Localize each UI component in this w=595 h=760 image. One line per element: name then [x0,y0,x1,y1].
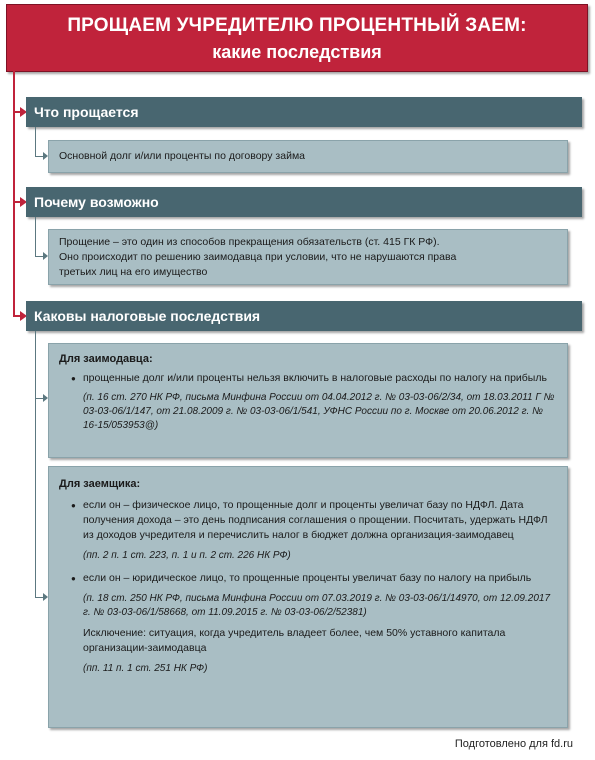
sub-connector-2h [35,256,43,257]
sub-connector-1h [35,156,43,157]
content-line: Прощение – это один из способов прекращения обязательств (ст. 415 ГК РФ). [59,236,440,248]
borrower-reference-2: (п. 18 ст. 250 НК РФ, письма Минфина России от 07.03.2019 г. № 03-03-06/1/14970, от 12.09.2017 г. № 03-03-06/1/58668, от 11.09.2015 г. № 03-03-06/2/52381) [83,593,551,618]
lender-bullet: ● прощенные долг и/или проценты нельзя включить в налоговые расходы по налогу на прибыль [59,371,557,386]
content-box-lender [48,343,568,458]
content-line: третьих лиц на его имущество [59,266,208,278]
content-line: Оно происходит по решению заимодавца при условии, что не нарушаются права [59,251,457,263]
content-text: Основной долг и/или проценты по договору займа [59,150,306,162]
borrower-bullet-individual: ● если он – физическое лицо, то прощенные долг и проценты увеличат базу по НДФЛ. Дата получения дохода – это день подписания соглашения о прощении. Посчитать, удержать НДФЛ из доходов учредителя и перечислить налог в бюджет должна организация-заимодавец [59,498,557,543]
content-box-what [48,140,568,173]
lender-reference: (п. 16 ст. 270 НК РФ, письма Минфина России от 04.04.2012 г. № 03-03-06/2/34, от 18.03.2011 Г № 03-03-06/1/147, от 21.08.2009 г. № 03-03-06/1/541, УФНС России по г. Москве от 20.06.2012 г. № 16-15/053953@) [83,392,555,431]
borrower-title: Для заемщика: [59,478,141,490]
footer-credit: Подготовлено для fd.ru [454,738,573,750]
content-box-borrower [48,466,568,728]
section-header-label: Почему возможно [34,194,159,210]
section-header-label: Каковы налоговые последствия [34,308,261,324]
section-header-tax [26,301,582,331]
borrower-bullet-legal: ● если он – юридическое лицо, то прощенные проценты увеличат базу по налогу на прибыль [59,571,557,586]
main-connector [13,70,15,317]
sub-connector-3a [35,398,43,399]
content-box-why [48,229,568,285]
section-header-why [26,187,582,217]
borrower-reference-3: (пп. 11 п. 1 ст. 251 НК РФ) [83,663,208,674]
sub-connector-1 [35,127,36,157]
borrower-reference-1: (пп. 2 п. 1 ст. 223, п. 1 и п. 2 ст. 226 НК РФ) [83,550,291,561]
borrower-exception: Исключение: ситуация, когда учредитель владеет более, чем 50% уставного капитала организации-заимодавца [83,627,506,654]
sub-connector-2 [35,217,36,257]
section-header-label: Что прощается [34,104,139,120]
section-header-what [26,97,582,127]
lender-title: Для заимодавца: [59,353,153,365]
title-banner [6,4,588,72]
title-line2: какие последствия [212,42,382,62]
title-line1: ПРОЩАЕМ УЧРЕДИТЕЛЮ ПРОЦЕНТНЫЙ ЗАЕМ: [67,15,527,36]
sub-connector-3 [35,331,36,598]
sub-connector-3b [35,597,43,598]
